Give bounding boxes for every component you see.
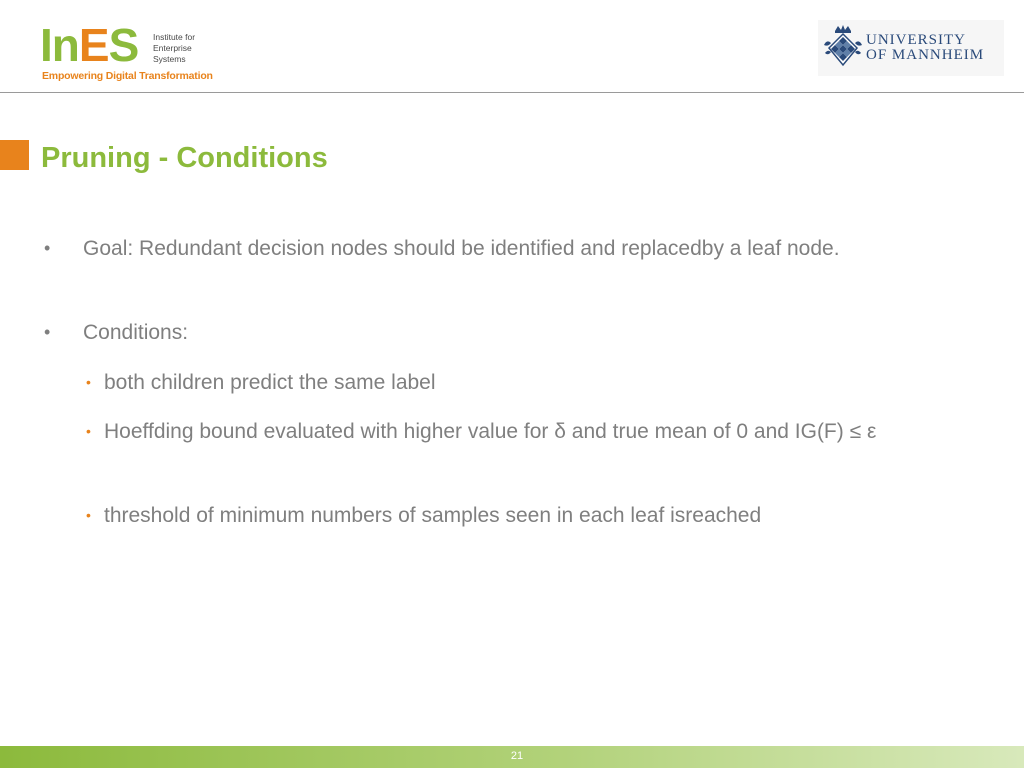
sub-bullet-same-label: both children predict the same label <box>104 371 436 394</box>
sub-bullet-marker: • <box>86 507 91 523</box>
ines-wordmark: InES <box>40 19 139 71</box>
slide-footer <box>0 746 1024 768</box>
university-logo <box>818 20 1004 76</box>
mannheim-seal-icon <box>821 23 865 69</box>
sub-bullet-marker: • <box>86 374 91 390</box>
bullet-conditions: Conditions: <box>83 321 189 344</box>
ines-logo <box>40 19 213 86</box>
title-marker <box>0 140 29 170</box>
sub-bullet-hoeffding: Hoeffding bound evaluated with higher value for δ and true mean of 0 and IG(F) ≤ ε <box>104 420 877 443</box>
slide-title: Pruning - Conditions <box>41 142 328 174</box>
sub-bullet-marker: • <box>86 423 91 439</box>
bullet-marker: • <box>44 322 51 342</box>
university-name: UNIVERSITY OF MANNHEIM <box>866 32 985 63</box>
sub-bullet-threshold: threshold of minimum numbers of samples seen in each leaf isreached <box>104 504 762 527</box>
bullet-marker: • <box>44 238 51 258</box>
ines-tagline: Empowering Digital Transformation <box>42 70 213 82</box>
bullet-goal: Goal: Redundant decision nodes should be identified and replacedby a leaf node. <box>83 237 840 260</box>
header-divider <box>0 92 1024 93</box>
ines-subtitle: Institute for Enterprise Systems <box>153 32 196 64</box>
slide-header <box>0 0 1024 94</box>
page-number: 21 <box>510 750 524 762</box>
